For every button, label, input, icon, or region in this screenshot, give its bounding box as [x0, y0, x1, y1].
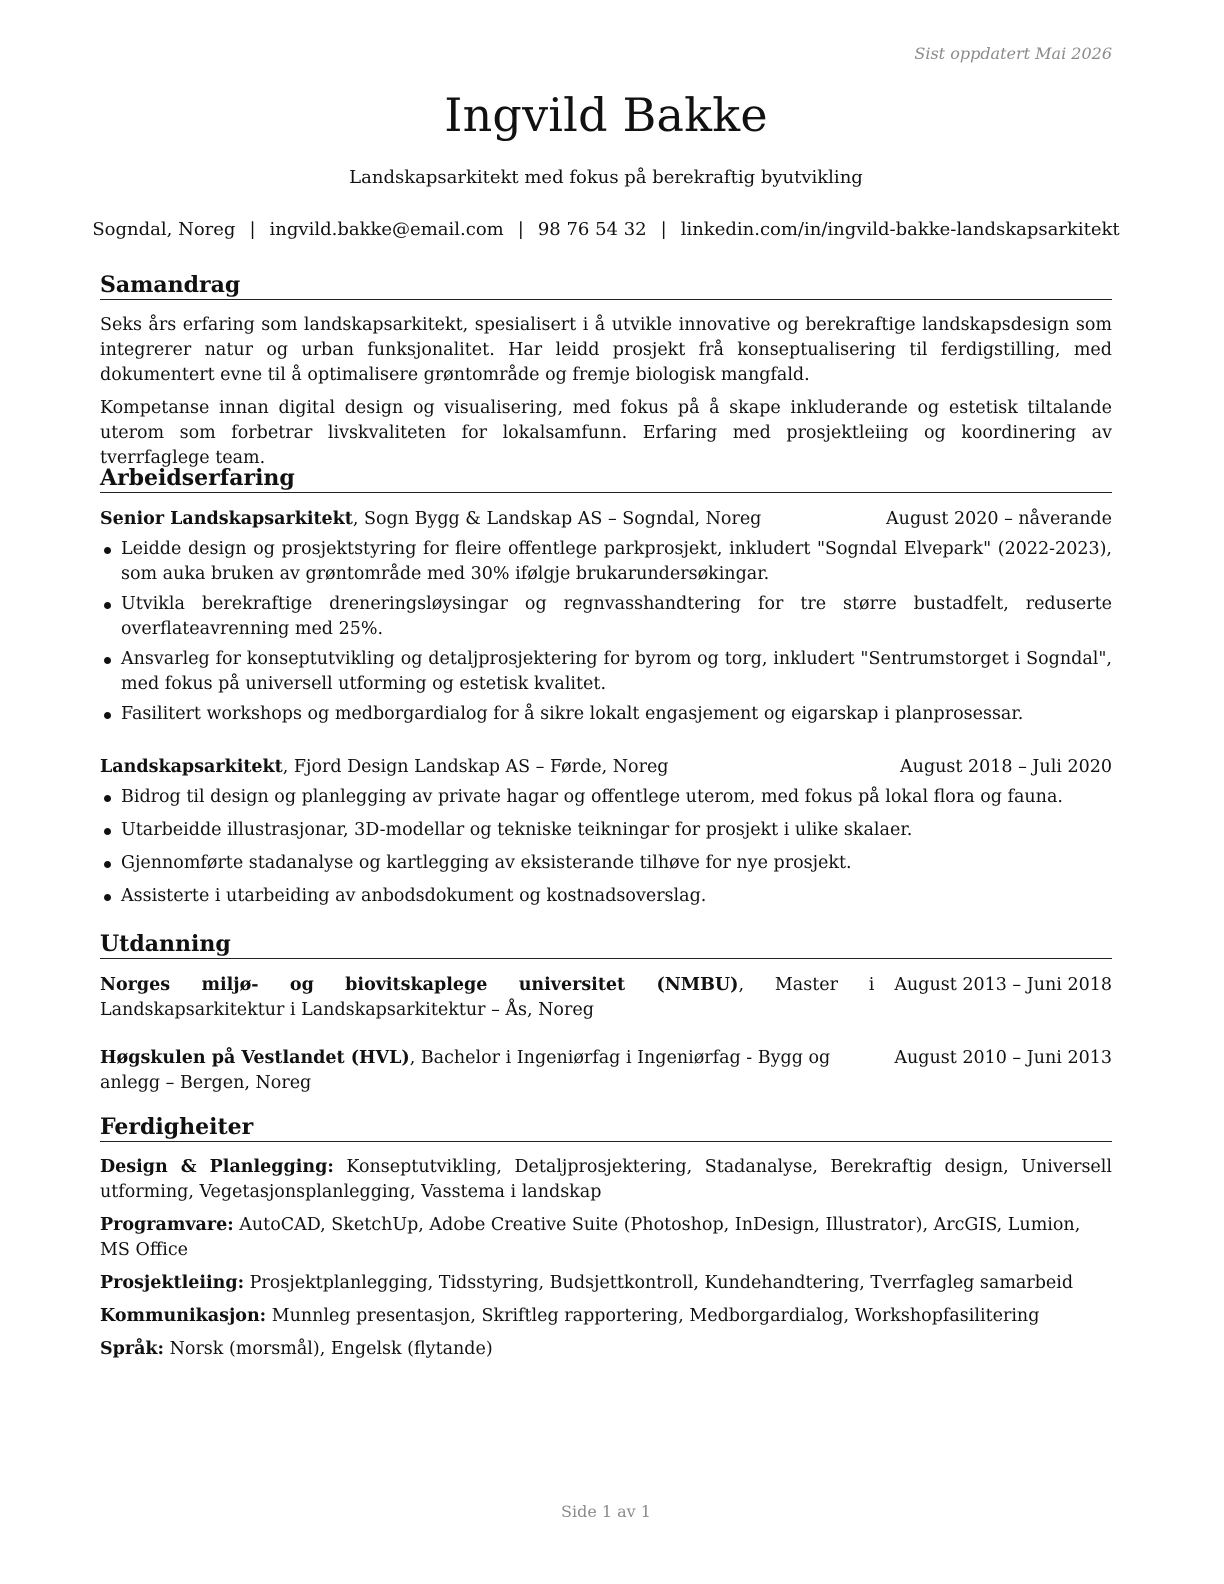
section-heading-summary: Samandrag	[100, 271, 1112, 300]
job-bullet: Ansvarleg for konseptutvikling og detaljprosjektering for byrom og torg, inkludert "Sentrumstorget i Sogndal", med fokus på universell utforming og estetisk kvalitet.	[100, 647, 1112, 697]
contact-location: Sogndal, Noreg	[92, 219, 236, 240]
skill-value: Norsk (morsmål), Engelsk (flytande)	[164, 1339, 493, 1359]
job-bullet: Leidde design og prosjektstyring for fleire offentlege parkprosjekt, inkludert "Sogndal Elvepark" (2022-2023), som auka bruken av grøntområde med 30% ifølgje brukarundersøkingar.	[100, 537, 1112, 587]
skills-section	[100, 1113, 1112, 1362]
job-title: Landskapsarkitekt	[100, 757, 283, 777]
section-heading-education: Utdanning	[100, 930, 1112, 959]
job-bullets	[100, 537, 1112, 727]
summary-paragraph: Seks års erfaring som landskapsarkitekt, spesialisert i å utvikle innovative og berekraftige landskapsdesign som integrerer natur og urban funksjonalitet. Har leidd prosjekt frå konseptualisering til ferdigstilling, med dokumentert evne til å optimalisere grøntområde og fremje biologisk mangfald.	[100, 315, 1112, 385]
summary-paragraph: Kompetanse innan digital design og visualisering, med fokus på å skape inkluderande og estetisk tiltalande uterom som forbetrar livskvaliteten for lokalsamfunn. Erfaring med prosjektleiing og koordinering av tverrfaglege team.	[100, 398, 1112, 468]
skill-row	[100, 1304, 1112, 1329]
job-bullets	[100, 785, 1112, 909]
education-section	[100, 930, 1112, 1096]
skill-value: Munnleg presentasjon, Skriftleg rapportering, Medborgardialog, Workshopfasilitering	[266, 1306, 1040, 1326]
education-school: Norges miljø- og biovitskaplege universitet (NMBU)	[100, 975, 739, 995]
job-header	[100, 755, 1112, 780]
experience-section	[100, 464, 1112, 909]
skill-label: Kommunikasjon:	[100, 1306, 267, 1326]
skill-label: Språk:	[100, 1339, 165, 1359]
job-dates: August 2018 – Juli 2020	[900, 757, 1112, 777]
education-school: Høgskulen på Vestlandet (HVL)	[100, 1048, 410, 1068]
job-bullet: Utarbeidde illustrasjonar, 3D-modellar og tekniske teikningar for prosjekt i ulike skalaer.	[100, 818, 1112, 843]
skill-value: Prosjektplanlegging, Tidsstyring, Budsjettkontroll, Kundehandtering, Tverrfagleg samarbeid	[244, 1273, 1074, 1293]
education-entry	[100, 1046, 1112, 1096]
job-bullet: Fasilitert workshops og medborgardialog for å sikre lokalt engasjement og eigarskap i planprosessar.	[100, 702, 1112, 727]
contact-separator: |	[249, 219, 256, 240]
contact-linkedin[interactable]: linkedin.com/in/ingvild-bakke-landskapsarkitekt	[680, 219, 1120, 240]
education-dates: August 2010 – Juni 2013	[894, 1048, 1112, 1068]
skill-value: AutoCAD, SketchUp, Adobe Creative Suite (Photoshop, InDesign, Illustrator), ArcGIS, Lumion, MS Office	[100, 1215, 1081, 1260]
job-company: , Sogn Bygg & Landskap AS – Sogndal, Noreg	[352, 509, 762, 529]
job-bullet: Utvikla berekraftige dreneringsløysingar og regnvasshandtering for tre større bustadfelt, reduserte overflateavrenning med 25%.	[100, 592, 1112, 642]
job-bullet: Assisterte i utarbeiding av anbodsdokument og kostnadsoverslag.	[100, 884, 1112, 909]
education-detail: , Master i Landskapsarkitektur i Landskapsarkitektur – Ås, Noreg	[100, 975, 875, 1020]
education-entry	[100, 973, 1112, 1023]
section-heading-skills: Ferdigheiter	[100, 1113, 1112, 1142]
job-entry	[100, 507, 1112, 727]
skill-label: Design & Planlegging:	[100, 1157, 334, 1177]
contact-email[interactable]: ingvild.bakke@email.com	[269, 219, 504, 240]
contact-phone: 98 76 54 32	[537, 219, 647, 240]
tagline: Landskapsarkitekt med fokus på berekraftig byutvikling	[349, 167, 863, 188]
skill-row	[100, 1155, 1112, 1205]
summary-section	[100, 271, 1112, 471]
contact-separator: |	[660, 219, 667, 240]
skill-label: Programvare:	[100, 1215, 234, 1235]
education-detail: , Bachelor i Ingeniørfag i Ingeniørfag - Bygg og anlegg – Bergen, Noreg	[100, 1048, 831, 1093]
contact-line	[90, 219, 1122, 240]
candidate-name: Ingvild Bakke	[444, 88, 768, 142]
job-company: , Fjord Design Landskap AS – Førde, Noreg	[282, 757, 669, 777]
contact-separator: |	[517, 219, 524, 240]
job-title: Senior Landskapsarkitekt	[100, 509, 353, 529]
education-dates: August 2013 – Juni 2018	[894, 975, 1112, 995]
skill-row	[100, 1213, 1112, 1263]
job-header	[100, 507, 1112, 532]
skill-row	[100, 1271, 1112, 1296]
skill-row	[100, 1337, 1112, 1362]
skill-label: Prosjektleiing:	[100, 1273, 245, 1293]
skill-value: Konseptutvikling, Detaljprosjektering, Stadanalyse, Berekraftig design, Universell utforming, Vegetasjonsplanlegging, Vasstema i landskap	[100, 1157, 1112, 1202]
job-dates: August 2020 – nåverande	[886, 509, 1112, 529]
job-bullet: Gjennomførte stadanalyse og kartlegging av eksisterande tilhøve for nye prosjekt.	[100, 851, 1112, 876]
last-updated: Sist oppdatert Mai 2026	[914, 44, 1112, 63]
job-bullet: Bidrog til design og planlegging av private hagar og offentlege uterom, med fokus på lokal flora og fauna.	[100, 785, 1112, 810]
job-entry	[100, 755, 1112, 909]
page-number: Side 1 av 1	[561, 1502, 651, 1521]
section-heading-experience: Arbeidserfaring	[100, 464, 1112, 493]
